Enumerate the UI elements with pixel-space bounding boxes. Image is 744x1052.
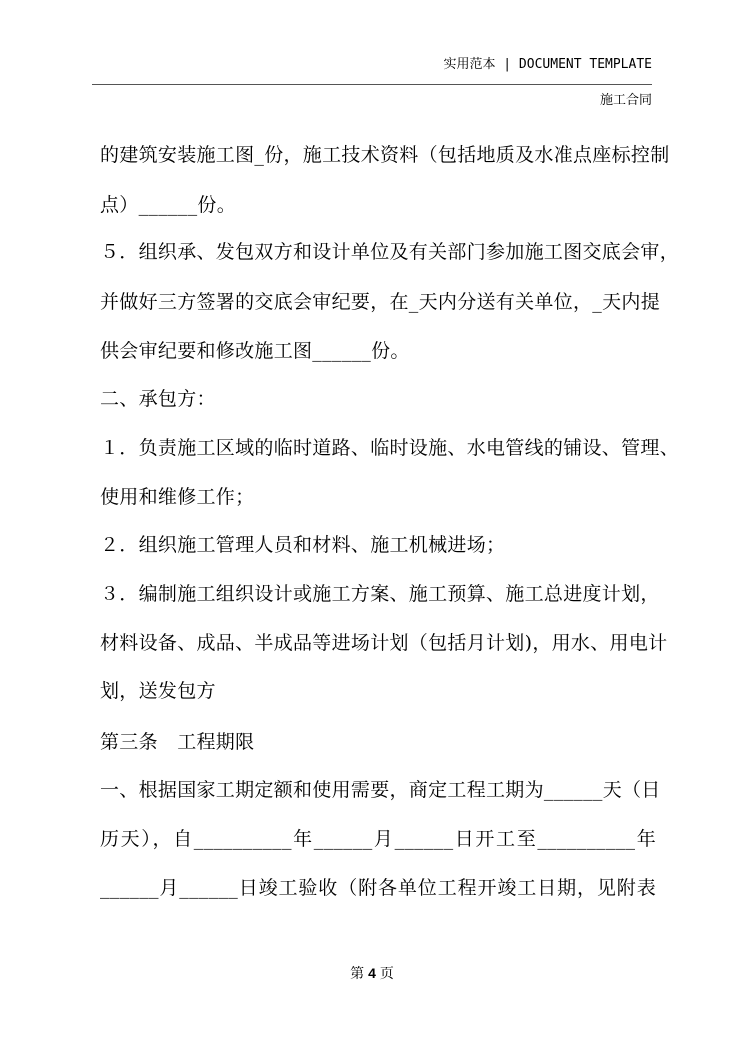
section-heading: 二、承包方： bbox=[100, 388, 216, 410]
body-line: 的建筑安装施工图_份，施工技术资料（包括地质及水准点座标控制 bbox=[100, 144, 670, 166]
article-heading: 第三条 工程期限 bbox=[100, 731, 255, 753]
body-line: 历天），自__________年______月______日开工至__________年 bbox=[100, 828, 656, 850]
body-line: 使用和维修工作； bbox=[100, 486, 255, 508]
body-line: 供会审纪要和修改施工图______份。 bbox=[100, 340, 410, 362]
footer-suffix: 页 bbox=[379, 966, 394, 982]
page-footer bbox=[0, 963, 744, 983]
page-number: 4 bbox=[368, 965, 376, 981]
body-line: 点）______份。 bbox=[100, 194, 237, 216]
body-line: ３．编制施工组织设计或施工方案、施工预算、施工总进度计划， bbox=[100, 583, 660, 605]
header-divider bbox=[92, 84, 652, 85]
header-title: 实用范本 | DOCUMENT TEMPLATE bbox=[443, 57, 652, 72]
body-line: １．负责施工区域的临时道路、临时设施、水电管线的铺设、管理、 bbox=[100, 437, 680, 459]
header-subtitle: 施工合同 bbox=[599, 93, 652, 108]
body-line: 材料设备、成品、半成品等进场计划（包括月计划)，用水、用电计 bbox=[100, 632, 668, 654]
body-line: ５．组织承、发包双方和设计单位及有关部门参加施工图交底会审， bbox=[100, 241, 680, 263]
body-line: ______月______日竣工验收（附各单位工程开竣工日期，见附表 bbox=[100, 877, 656, 899]
body-line: ２．组织施工管理人员和材料、施工机械进场； bbox=[100, 534, 506, 556]
footer-prefix: 第 bbox=[350, 966, 365, 982]
body-line: 一、根据国家工期定额和使用需要，商定工程工期为______天（日 bbox=[100, 779, 661, 801]
body-line: 并做好三方签署的交底会审纪要，在_天内分送有关单位，_天内提 bbox=[100, 291, 661, 313]
body-line: 划，送发包方 bbox=[100, 680, 216, 702]
